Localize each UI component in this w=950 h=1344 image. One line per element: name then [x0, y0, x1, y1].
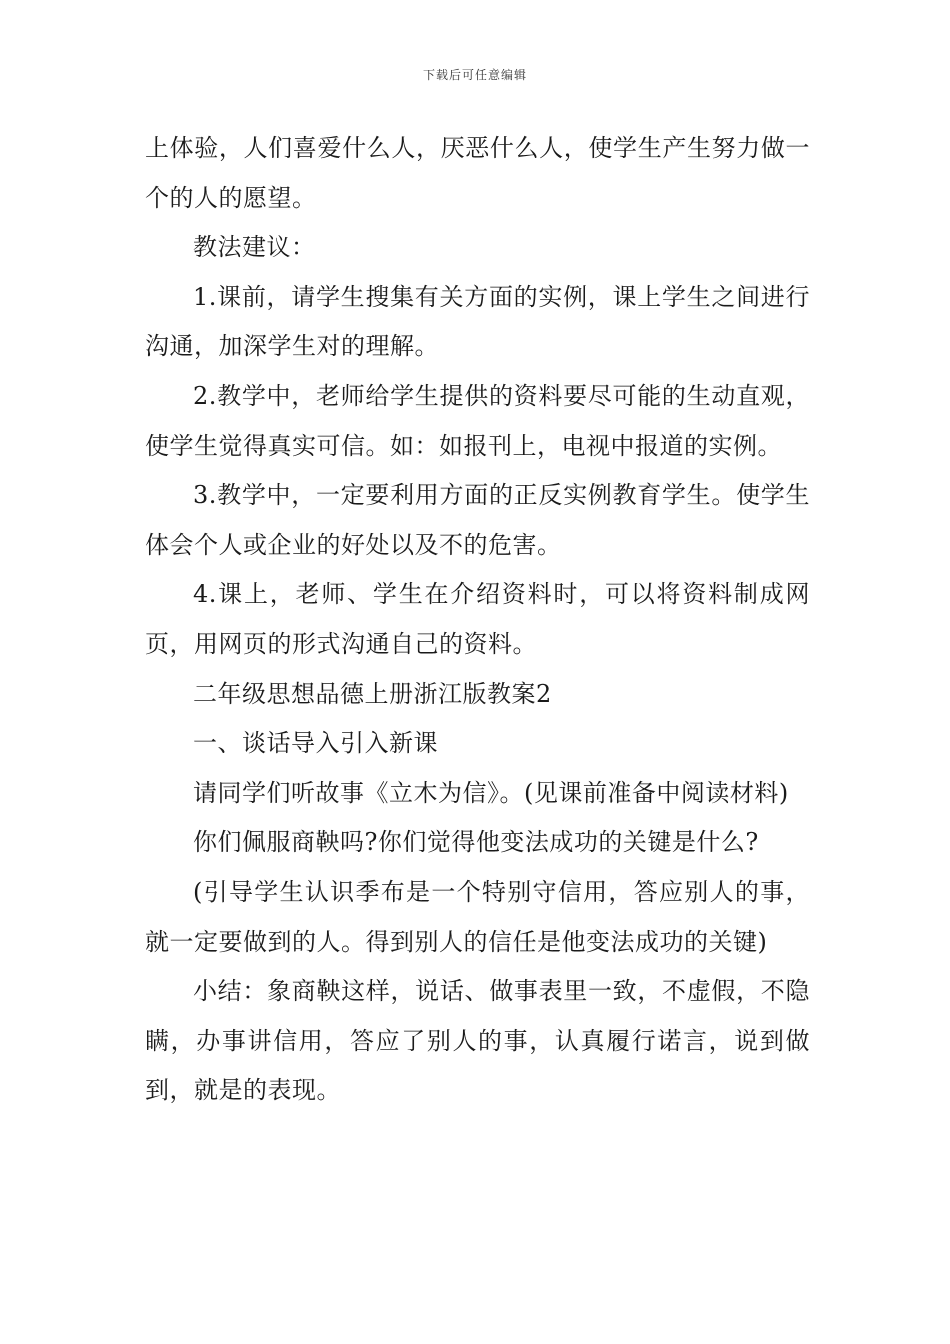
paragraph-teaching-suggestions-heading: 教法建议：: [193, 233, 316, 262]
paragraph-suggestion-1: 1.课前，请学生搜集有关方面的实例，课上学生之间进行沟通，加深学生对的理解。: [145, 282, 810, 361]
document-body: [145, 124, 810, 1116]
paragraph-story: 请同学们听故事《立木为信》。(见课前准备中阅读材料): [193, 778, 789, 807]
section-heading-introduction: 一、谈话导入引入新课: [193, 729, 438, 758]
paragraph-question: 你们佩服商鞅吗?你们觉得他变法成功的关键是什么?: [193, 828, 759, 857]
paragraph-continuation: 上体验，人们喜爱什么人，厌恶什么人，使学生产生努力做一个的人的愿望。: [145, 134, 810, 212]
paragraph-suggestion-3: 3.教学中，一定要利用方面的正反实例教育学生。使学生体会个人或企业的好处以及不的危害。: [145, 481, 810, 559]
paragraph-suggestion-4: 4.课上，老师、学生在介绍资料时，可以将资料制成网页，用网页的形式沟通自己的资料。: [145, 580, 810, 658]
paragraph-summary: 小结：象商鞅这样，说话、做事表里一致，不虚假，不隐瞒，办事讲信用，答应了别人的事，认真履行诺言，说到做到，就是的表现。: [145, 977, 810, 1105]
page-header-note: 下载后可任意编辑: [422, 68, 527, 82]
paragraph-suggestion-2: 2.教学中，老师给学生提供的资料要尽可能的生动直观，使学生觉得真实可信。如：如报刊上，电视中报道的实例。: [145, 381, 810, 460]
paragraph-guidance: (引导学生认识季布是一个特别守信用，答应别人的事，就一定要做到的人。得到别人的信任是他变法成功的关键): [145, 877, 810, 956]
section-title-lesson-plan-2: 二年级思想品德上册浙江版教案2: [193, 679, 552, 708]
